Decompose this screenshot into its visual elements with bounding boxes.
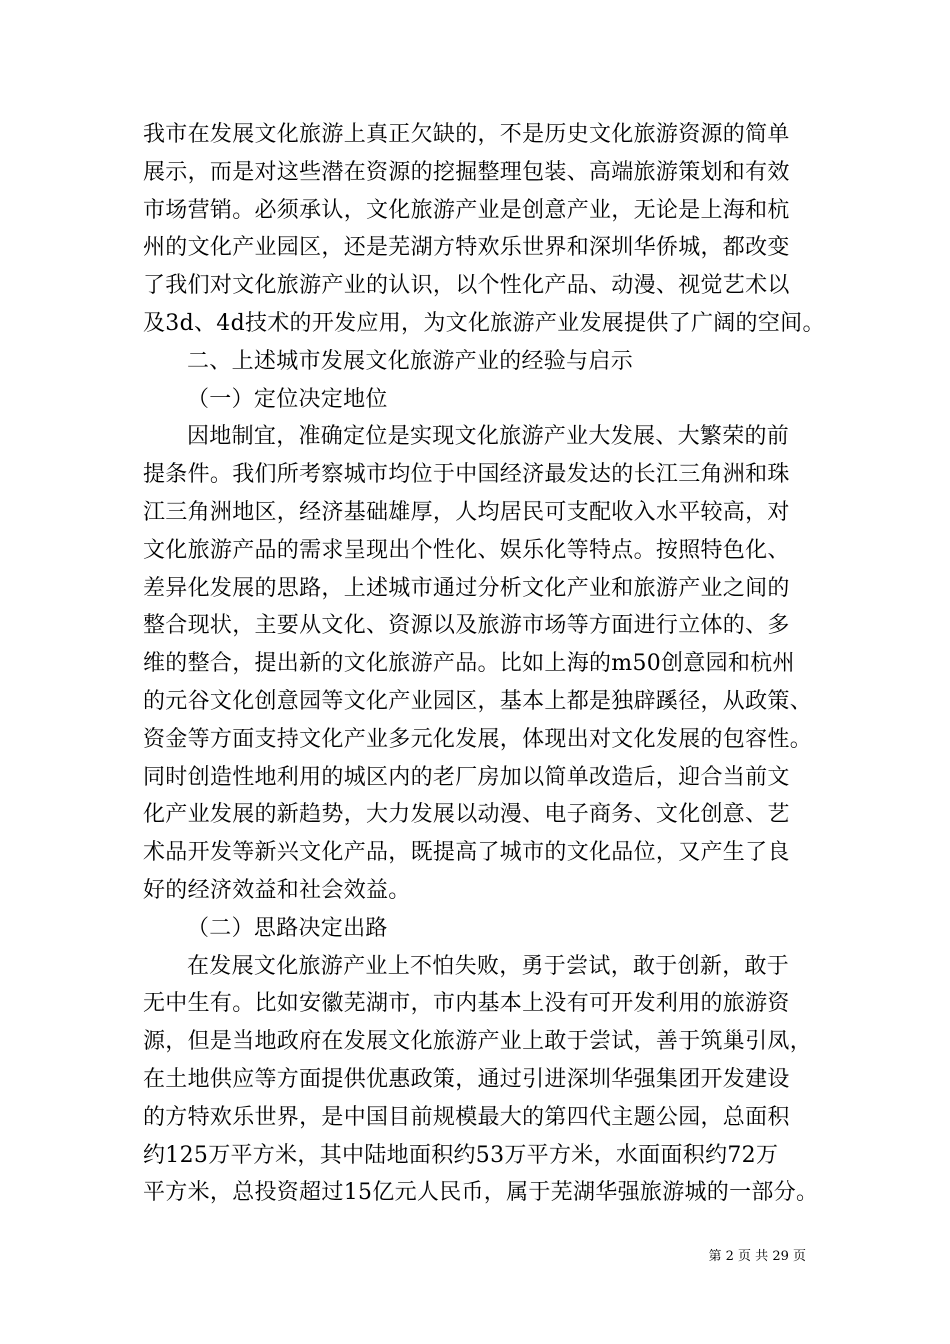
text-line: 的元谷文化创意园等文化产业园区，基本上都是独辟蹊径，从政策、 xyxy=(143,688,813,714)
text-line: 好的经济效益和社会效益。 xyxy=(143,877,411,903)
subsection-heading: （一）定位决定地位 xyxy=(187,386,388,412)
text-line: 及3d、4d技术的开发应用，为文化旅游产业发展提供了广阔的空间。 xyxy=(143,310,825,336)
text-line: 维的整合，提出新的文化旅游产品。比如上海的m50创意园和杭州 xyxy=(143,651,795,677)
text-line: 平方米，总投资超过15亿元人民币，属于芜湖华强旅游城的一部分。 xyxy=(143,1180,819,1206)
subsection-heading: （二）思路决定出路 xyxy=(187,915,388,941)
paragraph-first-line: 因地制宜，准确定位是实现文化旅游产业大发展、大繁荣的前 xyxy=(187,424,790,450)
text-line: 源，但是当地政府在发展文化旅游产业上敢于尝试，善于筑巢引凤， xyxy=(143,1029,813,1055)
text-line: 州的文化产业园区，还是芜湖方特欢乐世界和深圳华侨城，都改变 xyxy=(143,235,790,261)
text-line: 文化旅游产品的需求呈现出个性化、娱乐化等特点。按照特色化、 xyxy=(143,537,790,563)
text-line: 约125万平方米，其中陆地面积约53万平方米，水面面积约72万 xyxy=(143,1142,779,1168)
text-line: 市场营销。必须承认，文化旅游产业是创意产业，无论是上海和杭 xyxy=(143,197,790,223)
text-line: 在土地供应等方面提供优惠政策，通过引进深圳华强集团开发建设 xyxy=(143,1066,790,1092)
document-body xyxy=(143,116,823,1212)
text-line: 无中生有。比如安徽芜湖市，市内基本上没有可开发利用的旅游资 xyxy=(143,991,790,1017)
text-line: 的方特欢乐世界，是中国目前规模最大的第四代主题公园，总面积 xyxy=(143,1104,790,1130)
text-line: 我市在发展文化旅游上真正欠缺的，不是历史文化旅游资源的简单 xyxy=(143,122,790,147)
text-line: 资金等方面支持文化产业多元化发展，体现出对文化发展的包容性。 xyxy=(143,726,813,752)
section-heading: 二、上述城市发展文化旅游产业的经验与启示 xyxy=(187,348,634,374)
paragraph-first-line: 在发展文化旅游产业上不怕失败，勇于尝试，敢于创新，敢于 xyxy=(187,953,790,979)
page-number-footer: 第 2 页 共 29 页 xyxy=(708,1249,806,1264)
text-line: 提条件。我们所考察城市均位于中国经济最发达的长江三角洲和珠 xyxy=(143,462,790,488)
text-line: 化产业发展的新趋势，大力发展以动漫、电子商务、文化创意、艺 xyxy=(143,802,790,828)
text-line: 差异化发展的思路，上述城市通过分析文化产业和旅游产业之间的 xyxy=(143,575,790,601)
text-line: 了我们对文化旅游产业的认识，以个性化产品、动漫、视觉艺术以 xyxy=(143,273,790,299)
text-line: 术品开发等新兴文化产品，既提高了城市的文化品位，又产生了良 xyxy=(143,840,790,866)
text-line: 同时创造性地利用的城区内的老厂房加以简单改造后，迎合当前文 xyxy=(143,764,790,790)
text-line: 整合现状，主要从文化、资源以及旅游市场等方面进行立体的、多 xyxy=(143,613,790,639)
text-line: 江三角洲地区，经济基础雄厚，人均居民可支配收入水平较高，对 xyxy=(143,499,790,525)
text-line: 展示，而是对这些潜在资源的挖掘整理包装、高端旅游策划和有效 xyxy=(143,159,790,185)
